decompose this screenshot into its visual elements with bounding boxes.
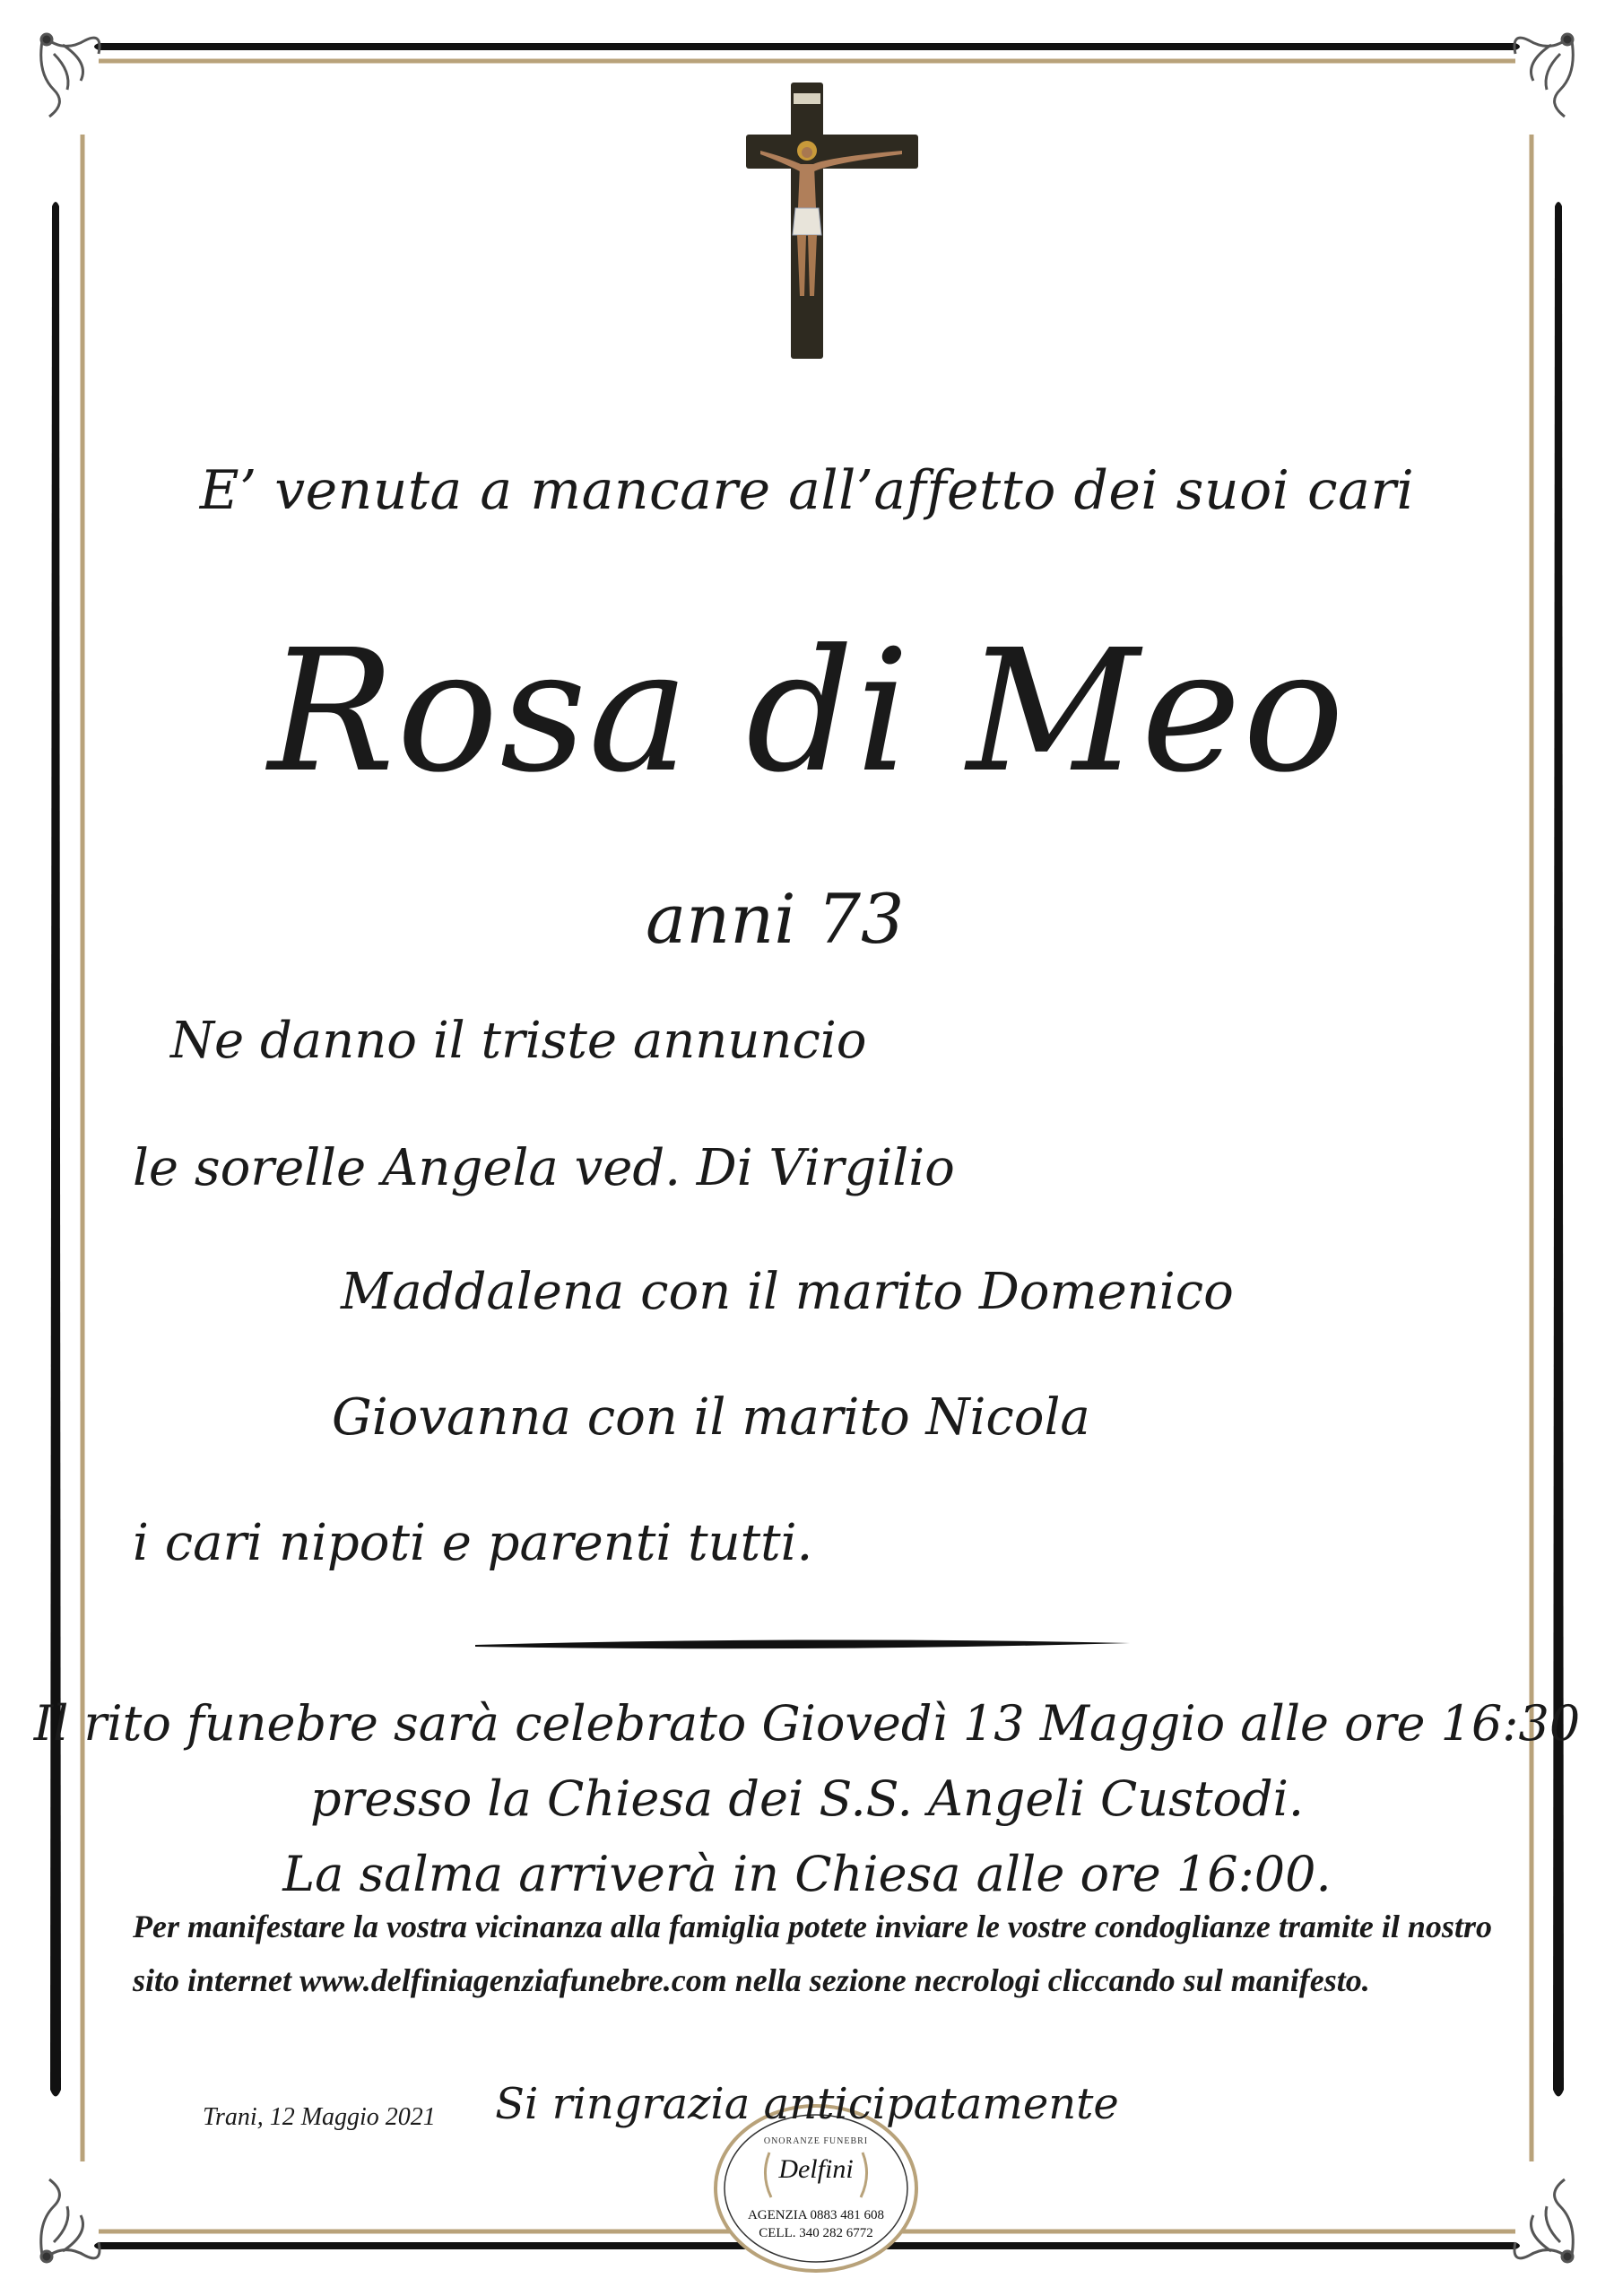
deceased-name: Rosa di Meo	[267, 613, 1347, 810]
separator-line	[475, 1639, 1130, 1648]
ceremony-line: La salma arriverà in Chiesa alle ore 16:00.	[282, 1846, 1332, 1902]
corner-ornament-bottom-right	[1514, 2179, 1573, 2262]
corner-ornament-top-left	[41, 34, 100, 117]
family-line: Ne danno il triste annuncio	[170, 1012, 867, 1070]
crucifix-icon	[746, 83, 918, 359]
family-line: i cari nipoti e parenti tutti.	[133, 1514, 813, 1572]
agency-phone: AGENZIA 0883 481 608	[747, 2208, 885, 2222]
family-line: le sorelle Angela ved. Di Virgilio	[133, 1139, 955, 1197]
agency-logo-text	[713, 2099, 919, 2278]
ceremony-line: presso la Chiesa dei S.S. Angeli Custodi.	[309, 1770, 1305, 1827]
corner-ornament-top-right	[1514, 34, 1573, 117]
intro-text: E’ venuta a mancare all’affetto dei suoi cari	[199, 459, 1415, 522]
agency-cell: CELL. 340 282 6772	[759, 2226, 873, 2240]
condolence-note: Per manifestare la vostra vicinanza alla famiglia potete inviare le vostre condoglianze tramite il nostro sito internet www.delfiniagenziafunebre.com nella sezione necrologi cliccando sul manifesto.	[133, 1909, 1492, 1998]
date-place: Trani, 12 Maggio 2021	[203, 2103, 436, 2131]
deceased-age: anni 73	[646, 879, 905, 959]
agency-tagline: ONORANZE FUNEBRI	[763, 2136, 869, 2146]
thanks-text: Si ringrazia anticipatamente	[495, 2079, 1119, 2129]
family-line: Maddalena con il marito Domenico	[341, 1263, 1234, 1321]
family-line: Giovanna con il marito Nicola	[332, 1388, 1090, 1447]
ceremony-line: Il rito funebre sarà celebrato Giovedì 13 Maggio alle ore 16:30	[33, 1695, 1581, 1752]
corner-ornament-bottom-left	[41, 2179, 100, 2262]
ceremony-details	[0, 1686, 1614, 1912]
agency-name: Delfini	[778, 2154, 854, 2184]
